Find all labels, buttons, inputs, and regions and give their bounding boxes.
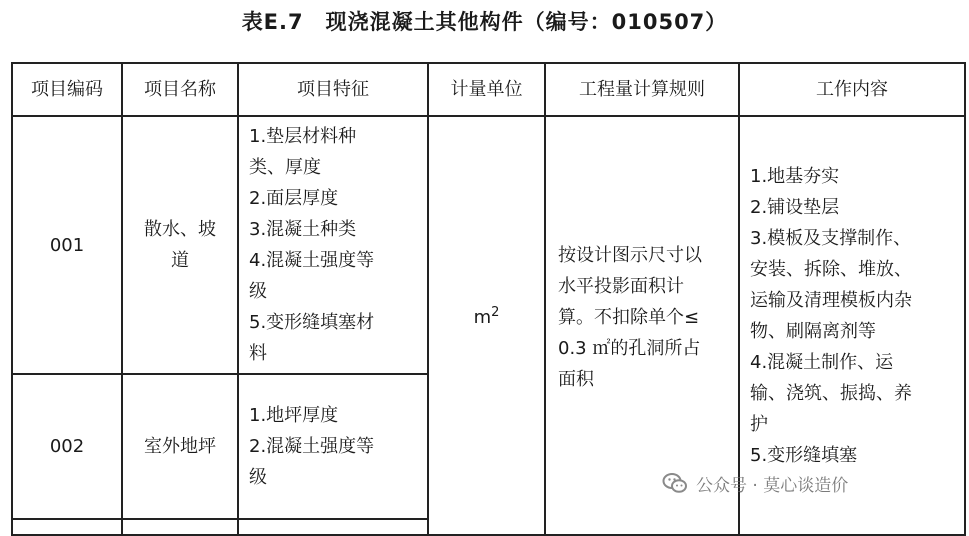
row-code: 002 bbox=[12, 374, 122, 519]
rule-line: 0.3 ㎡的孔洞所占 bbox=[558, 338, 701, 359]
work-line: 3.模板及支撑制作、 bbox=[750, 228, 912, 249]
work-line: 1.地基夯实 bbox=[750, 166, 840, 187]
work-line: 4.混凝土制作、运 bbox=[750, 352, 894, 373]
watermark-text: 公众号 · 莫心谈造价 bbox=[696, 475, 849, 496]
feature-line: 类、厚度 bbox=[249, 157, 321, 178]
row-name bbox=[122, 116, 238, 374]
header-name: 项目名称 bbox=[122, 63, 238, 116]
header-work: 工作内容 bbox=[739, 63, 965, 116]
row-name-line: 室外地坪 bbox=[144, 436, 216, 457]
rule-line: 按设计图示尺寸以 bbox=[558, 245, 702, 266]
feature-line: 3.混凝土种类 bbox=[249, 219, 357, 240]
row-name-line: 散水、坡 bbox=[144, 219, 216, 240]
work-line: 物、刷隔离剂等 bbox=[750, 321, 876, 342]
table-title: 表E.7 现浇混凝土其他构件（编号：010507） bbox=[241, 10, 728, 34]
unit-cell bbox=[428, 116, 545, 535]
header-unit: 计量单位 bbox=[428, 63, 545, 116]
work-line: 2.铺设垫层 bbox=[750, 197, 840, 218]
feature-line: 4.混凝土强度等 bbox=[249, 250, 375, 271]
table-row bbox=[12, 116, 965, 374]
work-line: 5.变形缝填塞 bbox=[750, 445, 858, 466]
work-line: 护 bbox=[750, 414, 768, 435]
header-code: 项目编码 bbox=[12, 63, 122, 116]
rule-line: 算。不扣除单个≤ bbox=[558, 307, 700, 328]
unit-sup: 2 bbox=[491, 305, 500, 320]
row-name bbox=[122, 374, 238, 519]
row-features bbox=[238, 374, 428, 519]
feature-line: 1.垫层材料种 bbox=[249, 126, 357, 147]
watermark bbox=[662, 466, 962, 500]
feature-line: 1.地坪厚度 bbox=[249, 405, 339, 426]
wechat-icon bbox=[662, 470, 688, 496]
empty-cell bbox=[122, 519, 238, 535]
header-row bbox=[12, 63, 965, 116]
work-line: 输、浇筑、振捣、养 bbox=[750, 383, 912, 404]
rule-line: 水平投影面积计 bbox=[558, 276, 684, 297]
work-line: 安装、拆除、堆放、 bbox=[750, 259, 912, 280]
feature-line: 级 bbox=[249, 467, 267, 488]
feature-line: 5.变形缝填塞材 bbox=[249, 312, 375, 333]
unit-base: m bbox=[473, 307, 492, 328]
feature-line: 级 bbox=[249, 281, 267, 302]
row-features bbox=[238, 116, 428, 374]
rule-line: 面积 bbox=[558, 369, 594, 390]
row-code: 001 bbox=[12, 116, 122, 374]
empty-cell bbox=[12, 519, 122, 535]
row-name-line: 道 bbox=[171, 250, 189, 271]
empty-cell bbox=[238, 519, 428, 535]
feature-line: 2.混凝土强度等 bbox=[249, 436, 375, 457]
header-feature: 项目特征 bbox=[238, 63, 428, 116]
feature-line: 2.面层厚度 bbox=[249, 188, 339, 209]
feature-line: 料 bbox=[249, 343, 267, 364]
header-rule: 工程量计算规则 bbox=[545, 63, 739, 116]
spec-table bbox=[11, 62, 966, 536]
work-line: 运输及清理模板内杂 bbox=[750, 290, 912, 311]
